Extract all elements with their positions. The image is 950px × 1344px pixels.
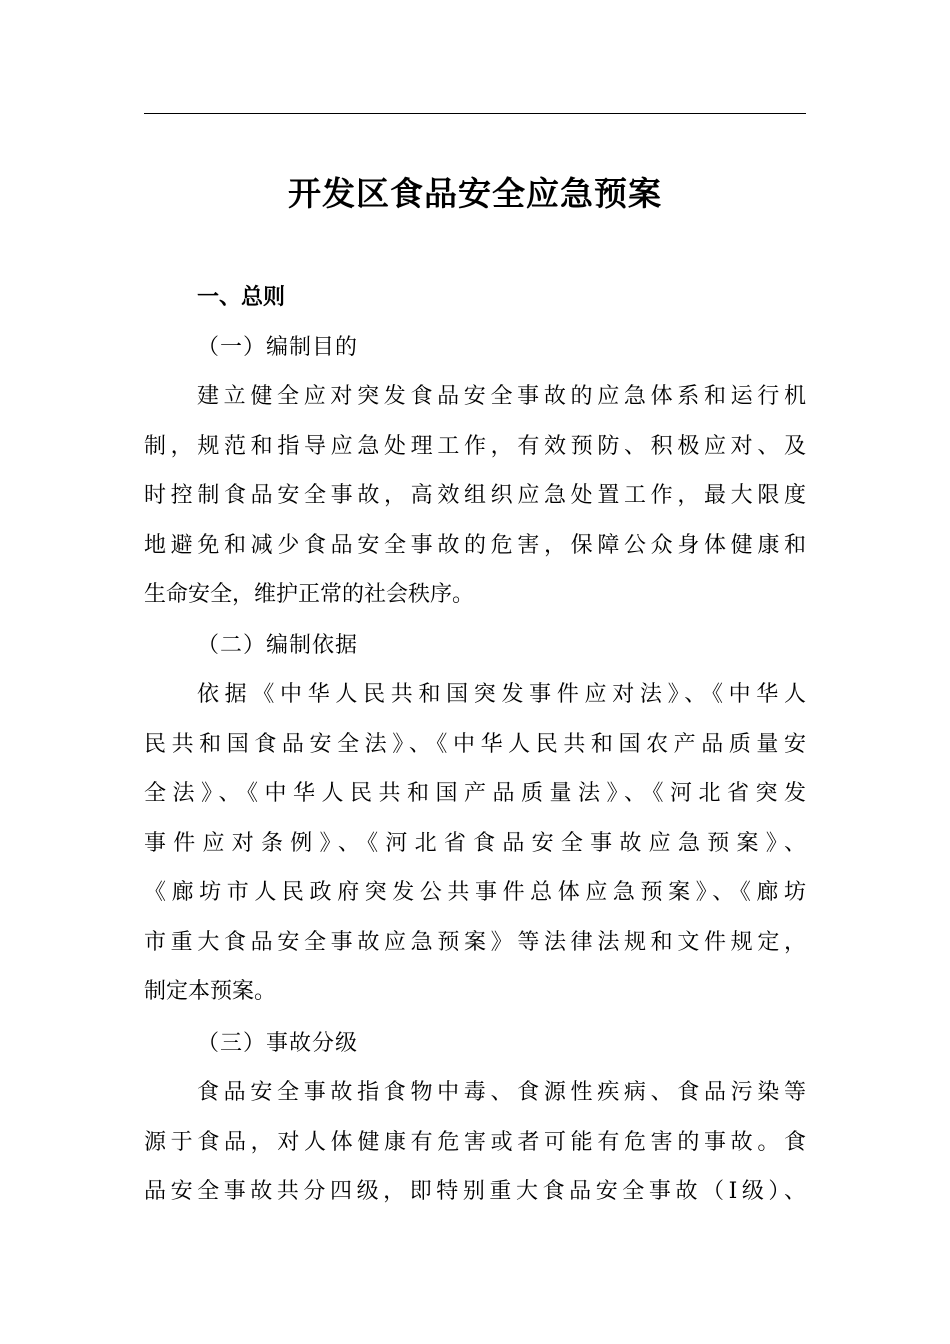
section-heading-general: 一、总则 — [197, 285, 286, 310]
paragraph-line: 《廊坊市人民政府突发公共事件总体应急预案》、《廊坊 — [144, 880, 806, 905]
subsection-heading-classification: （三）事故分级 — [197, 1031, 359, 1056]
paragraph-line: 全法》、《中华人民共和国产品质量法》、《河北省突发 — [144, 781, 806, 806]
paragraph-line: 建立健全应对突发食品安全事故的应急体系和运行机 — [197, 384, 806, 409]
paragraph-purpose — [144, 372, 806, 620]
subsection-heading-purpose: （一）编制目的 — [197, 335, 359, 360]
paragraph-line: 食品安全事故指食物中毒、食源性疾病、食品污染等 — [197, 1080, 806, 1105]
paragraph-line: 市重大食品安全事故应急预案》等法律法规和文件规定， — [144, 929, 806, 955]
paragraph-line: 源于食品，对人体健康有危害或者可能有危害的事故。食 — [144, 1129, 806, 1155]
paragraph-line: 地避免和减少食品安全事故的危害，保障公众身体健康和 — [144, 532, 806, 558]
paragraph-classification — [144, 1068, 806, 1217]
header-rule — [144, 113, 806, 114]
paragraph-line: 生命安全，维护正常的社会秩序。 — [144, 582, 475, 607]
subsection-heading-basis: （二）编制依据 — [197, 633, 359, 658]
paragraph-line: 事件应对条例》、《河北省食品安全事故应急预案》、 — [144, 830, 806, 856]
paragraph-line: 制，规范和指导应急处理工作，有效预防、积极应对、及 — [144, 433, 806, 459]
paragraph-line: 民共和国食品安全法》、《中华人民共和国农产品质量安 — [144, 731, 806, 757]
paragraph-line: 时控制食品安全事故，高效组织应急处置工作，最大限度 — [144, 483, 806, 508]
paragraph-line: 制定本预案。 — [144, 979, 277, 1004]
paragraph-line: 依据《中华人民共和国突发事件应对法》、《中华人 — [197, 682, 806, 707]
paragraph-line: 品安全事故共分四级，即特别重大食品安全事故（Ⅰ级）、 — [144, 1179, 806, 1204]
page-title: 开发区食品安全应急预案 — [288, 174, 662, 213]
paragraph-basis — [144, 670, 806, 1017]
